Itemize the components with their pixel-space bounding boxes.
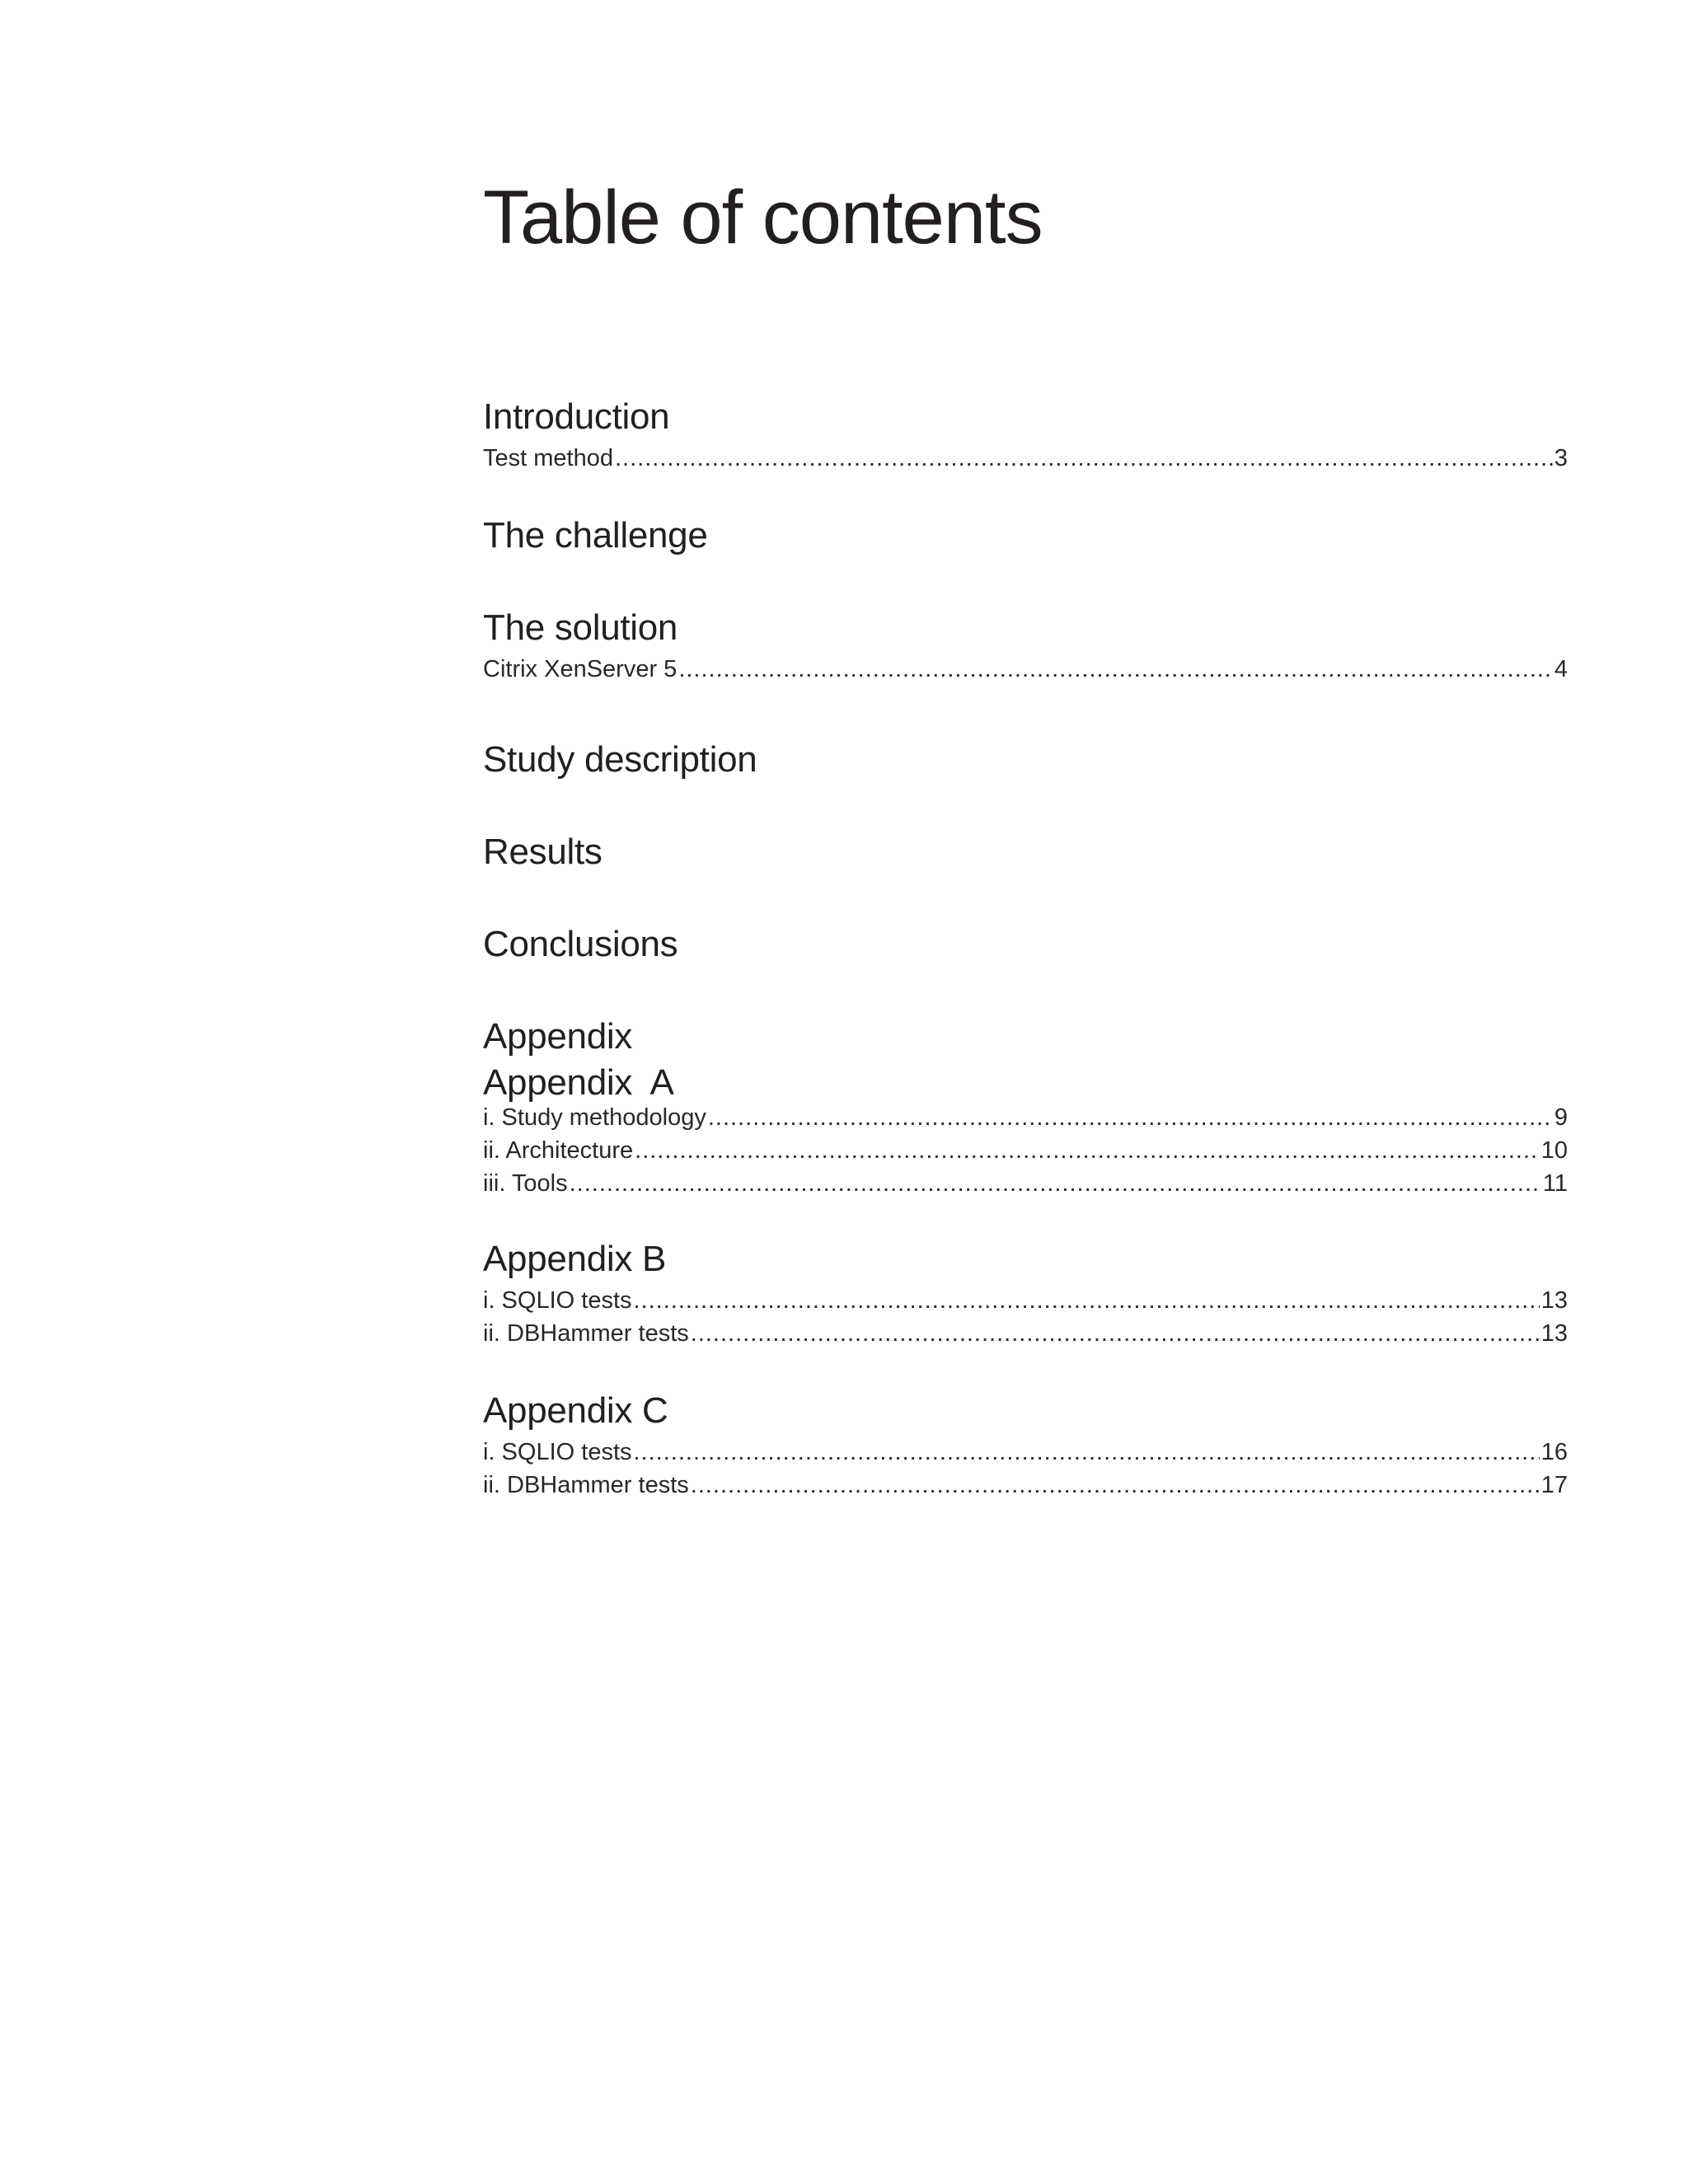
toc-entry-dbhammer-tests-c[interactable] [483, 1470, 1568, 1500]
heading-introduction: Introduction [483, 396, 670, 437]
toc-entry-page: 10 [1540, 1137, 1568, 1164]
heading-solution: The solution [483, 607, 678, 648]
heading-appendix-b: Appendix B [483, 1239, 667, 1279]
toc-entry-label: ii. Architecture [483, 1137, 634, 1164]
heading-conclusions: Conclusions [483, 924, 678, 964]
toc-entry-label: ii. DBHammer tests [483, 1320, 689, 1347]
heading-appendix-c: Appendix C [483, 1390, 668, 1431]
toc-entry-citrix-xenserver[interactable] [483, 654, 1568, 684]
toc-entry-architecture[interactable] [483, 1136, 1568, 1165]
dot-leader [634, 1286, 1540, 1315]
heading-appendix: Appendix [483, 1016, 633, 1057]
toc-entry-sqlio-tests-b[interactable] [483, 1286, 1568, 1315]
dot-leader [691, 1470, 1540, 1500]
toc-entry-label: Citrix XenServer 5 [483, 656, 678, 682]
heading-results: Results [483, 832, 603, 872]
toc-entry-sqlio-tests-c[interactable] [483, 1437, 1568, 1467]
toc-entry-page: 13 [1540, 1287, 1568, 1314]
toc-entry-page: 16 [1540, 1439, 1568, 1465]
toc-entry-test-method[interactable] [483, 443, 1568, 473]
toc-entry-tools[interactable] [483, 1169, 1568, 1198]
dot-leader [708, 1103, 1553, 1132]
toc-entry-dbhammer-tests-b[interactable] [483, 1319, 1568, 1348]
dot-leader [570, 1169, 1541, 1198]
dot-leader [691, 1319, 1540, 1348]
toc-entry-page: 4 [1554, 656, 1568, 682]
toc-entry-study-methodology[interactable] [483, 1103, 1568, 1132]
page-title: Table of contents [483, 176, 1043, 260]
toc-entry-label: iii. Tools [483, 1170, 568, 1197]
dot-leader [635, 1136, 1540, 1165]
toc-entry-page: 3 [1554, 445, 1568, 471]
toc-entry-label: i. SQLIO tests [483, 1439, 632, 1465]
toc-entry-page: 11 [1542, 1170, 1568, 1197]
toc-entry-label: Test method [483, 445, 613, 471]
toc-entry-label: i. SQLIO tests [483, 1287, 632, 1314]
toc-entry-page: 13 [1540, 1320, 1568, 1347]
toc-entry-label: i. Study methodology [483, 1104, 706, 1131]
dot-leader [678, 654, 1553, 684]
heading-appendix-a: Appendix A [483, 1062, 674, 1103]
dot-leader [615, 443, 1553, 473]
toc-entry-page: 17 [1540, 1472, 1568, 1498]
toc-entry-label: ii. DBHammer tests [483, 1472, 689, 1498]
heading-study-description: Study description [483, 739, 757, 780]
heading-challenge: The challenge [483, 515, 708, 555]
dot-leader [634, 1437, 1540, 1467]
toc-entry-page: 9 [1554, 1104, 1568, 1131]
